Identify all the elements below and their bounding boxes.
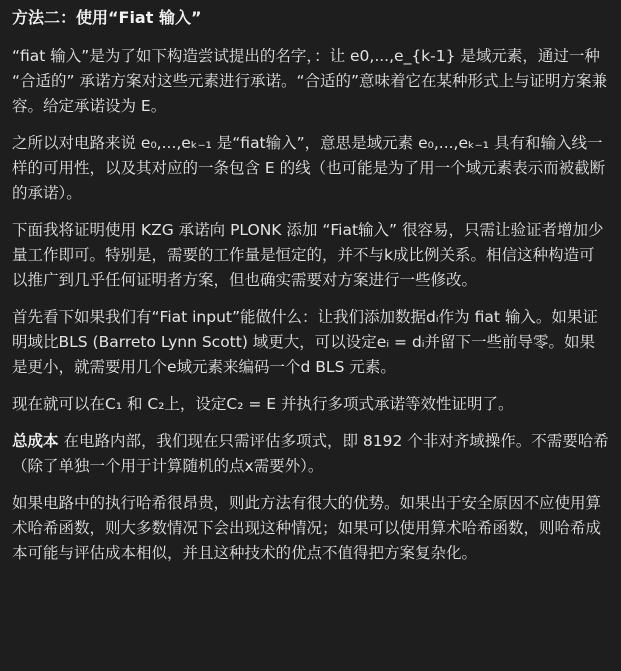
paragraph-kzg-plonk: 下面我将证明使用 KZG 承诺向 PLONK 添加 “Fiat输入” 很容易，只需让验证者增加少量工作即可。特别是，需要的工作量是恒定的，并不与k成比例关系。相信这种构造可以推广到几乎任何证明者方案，但也确实需要对方案进行一些修改。 xyxy=(12,221,604,289)
paragraph-commitment-equivalence: 现在就可以在C₁ 和 C₂上，设定C₂ = E 并执行多项式承诺等效性证明了。 xyxy=(12,395,514,413)
paragraph-fiat-input-meaning: 之所以对电路来说 e₀,...,eₖ₋₁ 是“fiat输入”，意思是域元素 e₀,...,eₖ₋₁ 具有和输入线一样的可用性，以及其对应的一条包含 E 的线（也可能是为了用一个域元素表示而被截断的承诺）。 xyxy=(12,134,606,202)
total-cost-label: 总成本 xyxy=(12,432,59,450)
paragraph-data-encoding: 首先看下如果我们有“Fiat input”能做什么：让我们添加数据dᵢ作为 fiat 输入。如果证明域比BLS (Barreto Lynn Scott) 域更大，可以设定eᵢ = dᵢ并留下一些前导零。如果是更小，就需要用几个e域元素来编码一个d BLS 元素。 xyxy=(12,308,598,376)
paragraph-hash-advantage: 如果电路中的执行哈希很昂贵，则此方法有很大的优势。如果出于安全原因不应使用算术哈希函数，则大多数情况下会出现这种情况；如果可以使用算术哈希函数，则哈希成本可能与评估成本相似，并且这种技术的优点不值得把方案复杂化。 xyxy=(12,494,602,562)
paragraph-definition: “fiat 输入”是为了如下构造尝试提出的名字，：让 e0,...,e_{k-1} 是域元素，通过一种 “合适的” 承诺方案对这些元素进行承诺。“合适的”意味着它在某种形式上与证明方案兼容。给定承诺设为 E。 xyxy=(12,47,608,115)
paragraph-total-cost xyxy=(12,429,609,479)
section-heading: 方法二：使用“Fiat 输入” xyxy=(12,8,202,27)
total-cost-text: 在电路内部，我们现在只需评估多项式，即 8192 个非对齐域操作。不需要哈希（除了单独一个用于计算随机的点x需要外）。 xyxy=(12,432,609,475)
